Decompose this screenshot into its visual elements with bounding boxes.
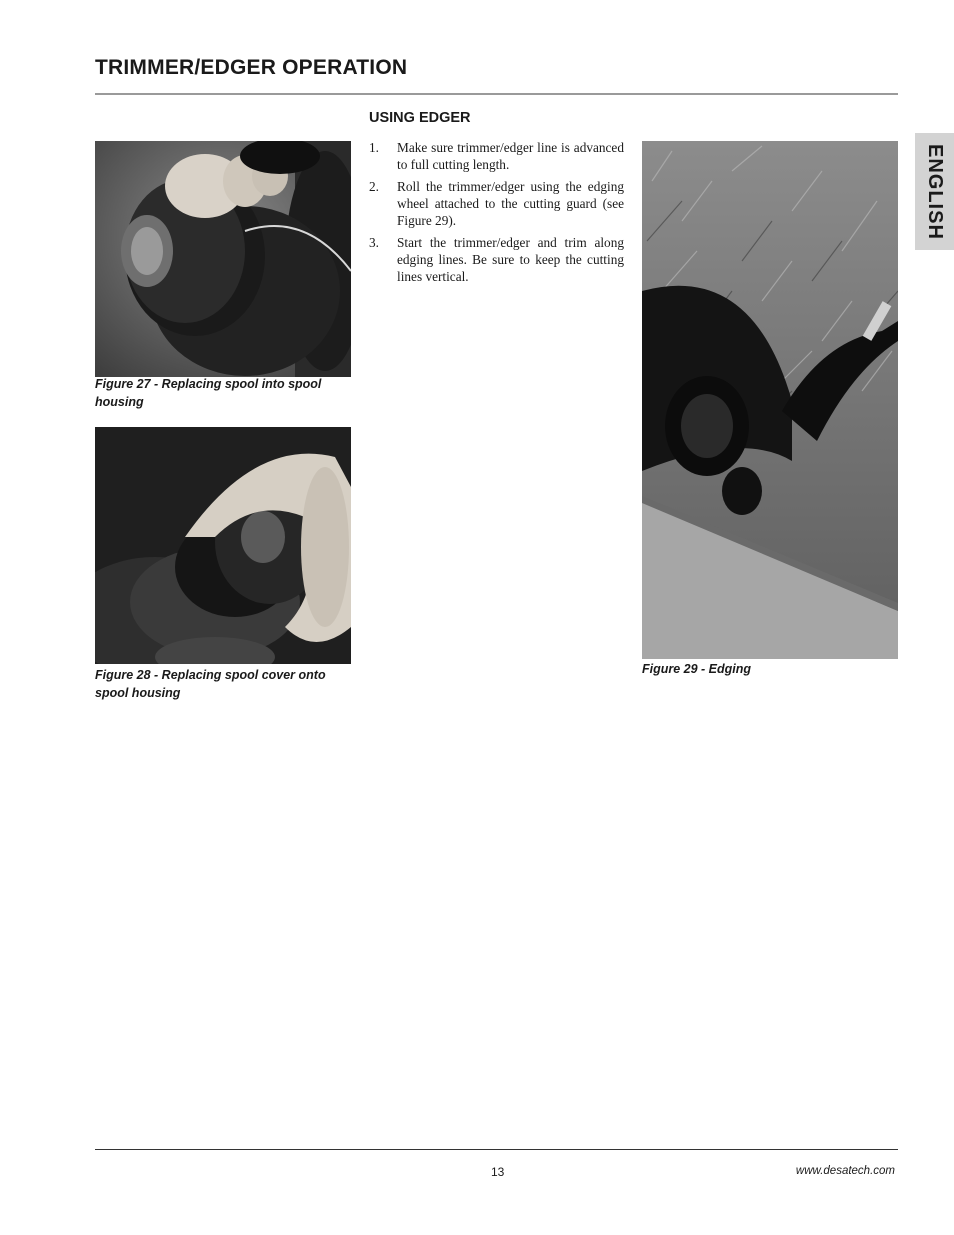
section-heading: USING EDGER [369,110,471,126]
step-text: Start the trimmer/edger and trim along edging lines. Be sure to keep the cutting lines vertical. [397,235,624,284]
instruction-step [369,178,624,229]
page-number: 13 [491,1165,505,1179]
website-link: www.desatech.com [795,1165,895,1177]
step-number: 1. [369,140,379,155]
language-tab-label: ENGLISH [924,143,946,240]
figure-29-caption: Figure 29 - Edging [642,662,752,676]
step-text: Roll the trimmer/edger using the edging wheel attached to the cutting guard (see Figure 29). [397,179,624,228]
instruction-step [369,139,624,173]
language-tab [915,133,954,250]
figure-28-photo [95,427,351,664]
instruction-step [369,234,624,285]
header-divider [95,93,898,95]
instruction-list [369,139,624,290]
step-number: 2. [369,179,379,194]
figure-27-caption: Figure 27 - Replacing spool into spool housing [95,377,322,409]
footer-divider [95,1149,898,1150]
step-number: 3. [369,235,379,250]
figure-28-caption: Figure 28 - Replacing spool cover onto spool housing [95,668,326,700]
figure-27-photo [95,141,351,377]
step-text: Make sure trimmer/edger line is advanced to full cutting length. [397,140,624,172]
figure-29-photo [642,141,898,659]
page-title: TRIMMER/EDGER OPERATION [95,56,408,79]
